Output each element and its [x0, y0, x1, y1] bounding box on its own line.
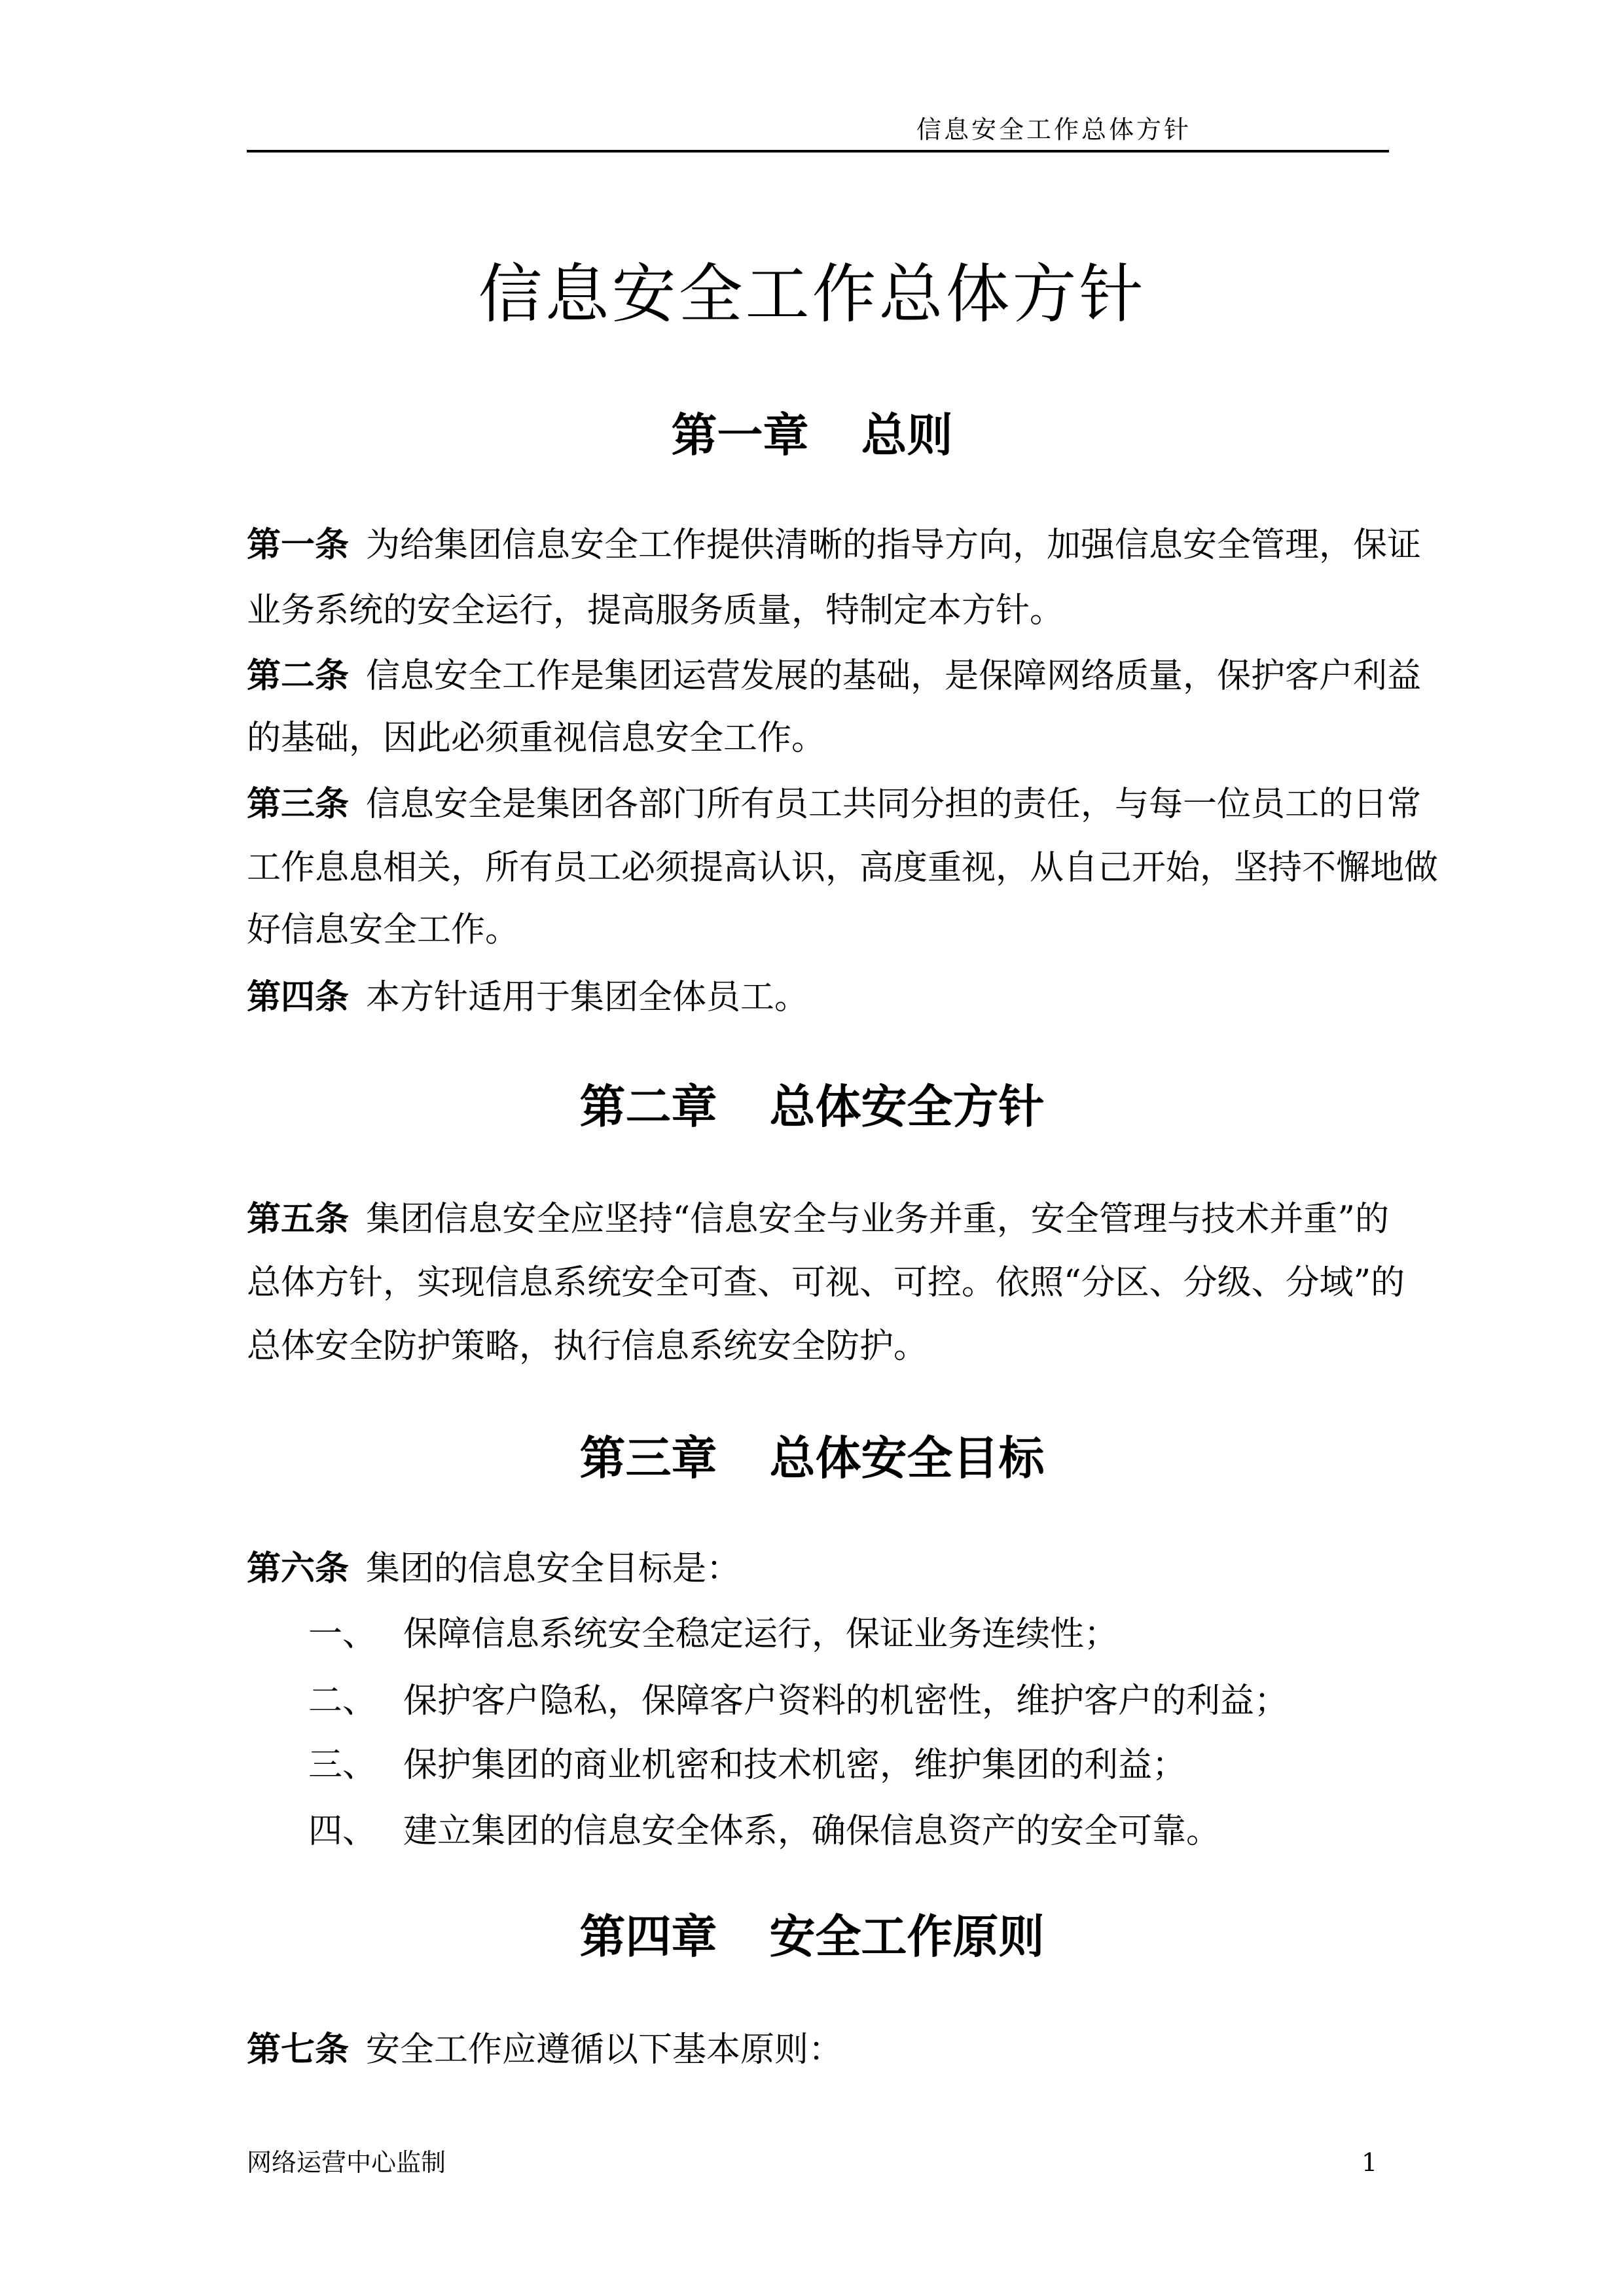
- article-label: 第一条: [247, 526, 350, 565]
- article-text: 为给集团信息安全工作提供清晰的指导方向，加强信息安全管理，保证: [366, 526, 1422, 565]
- header-rule: [247, 150, 1389, 152]
- article-line: [247, 978, 1389, 1017]
- chapter-number: 第一章: [671, 408, 809, 462]
- chapter-name: 总则: [861, 408, 953, 462]
- chapter-number: 第二章: [579, 1080, 717, 1134]
- article-line: [247, 1200, 1389, 1239]
- goal-number: 二、: [308, 1681, 377, 1721]
- chapter-name: 安全工作原则: [769, 1910, 1045, 1964]
- article-line: [247, 785, 1422, 824]
- article-line: 总体安全防护策略，执行信息系统安全防护。: [247, 1327, 928, 1366]
- chapter-heading: [0, 1907, 1624, 1966]
- article-label: 第三条: [247, 785, 350, 824]
- article-line: [247, 1549, 1389, 1588]
- article-text: 集团的信息安全目标是：: [366, 1549, 741, 1588]
- chapter-name: 总体安全方针: [769, 1080, 1045, 1134]
- article-line: 的基础，因此必须重视信息安全工作。: [247, 719, 826, 758]
- goal-text: 保护集团的商业机密和技术机密，维护集团的利益；: [403, 1746, 1187, 1785]
- article-line: 业务系统的安全运行，提高服务质量，特制定本方针。: [247, 591, 1064, 630]
- chapter-heading: [0, 1429, 1624, 1488]
- article-label: 第四条: [247, 978, 350, 1017]
- page-number: 1: [1362, 2148, 1378, 2177]
- article-text: 信息安全工作是集团运营发展的基础，是保障网络质量，保护客户利益: [366, 656, 1422, 696]
- article-line: [247, 526, 1422, 565]
- goal-text: 建立集团的信息安全体系，确保信息资产的安全可靠。: [403, 1812, 1221, 1851]
- chapter-number: 第三章: [579, 1431, 717, 1485]
- goal-number: 一、: [308, 1615, 377, 1654]
- article-text: 集团信息安全应坚持“信息安全与业务并重，安全管理与技术并重”的: [366, 1200, 1389, 1239]
- goal-text: 保护客户隐私，保障客户资料的机密性，维护客户的利益；: [403, 1681, 1289, 1721]
- article-label: 第五条: [247, 1200, 350, 1239]
- article-line: [247, 2030, 1389, 2070]
- goal-number: 四、: [308, 1812, 377, 1851]
- goal-text: 保障信息系统安全稳定运行，保证业务连续性；: [403, 1615, 1119, 1654]
- article-text: 本方针适用于集团全体员工。: [366, 978, 809, 1017]
- article-line: 总体方针，实现信息系统安全可查、可视、可控。依照“分区、分级、分域”的: [247, 1263, 1405, 1302]
- article-label: 第七条: [247, 2030, 350, 2070]
- article-line: 好信息安全工作。: [247, 910, 520, 950]
- chapter-heading: [0, 1077, 1624, 1136]
- article-label: 第六条: [247, 1549, 350, 1588]
- goal-number: 三、: [308, 1746, 377, 1785]
- article-line: 工作息息相关，所有员工必须提高认识，高度重视，从自己开始，坚持不懈地做: [247, 848, 1439, 888]
- chapter-number: 第四章: [579, 1910, 717, 1964]
- chapter-heading: [0, 406, 1624, 465]
- article-label: 第二条: [247, 656, 350, 696]
- chapter-name: 总体安全目标: [769, 1431, 1045, 1485]
- document-title: 信息安全工作总体方针: [478, 257, 1146, 332]
- footer-text: 网络运营中心监制: [247, 2148, 446, 2177]
- article-text: 信息安全是集团各部门所有员工共同分担的责任，与每一位员工的日常: [366, 785, 1422, 824]
- running-header: 信息安全工作总体方针: [916, 115, 1192, 144]
- article-text: 安全工作应遵循以下基本原则：: [366, 2030, 843, 2070]
- article-line: [247, 656, 1422, 696]
